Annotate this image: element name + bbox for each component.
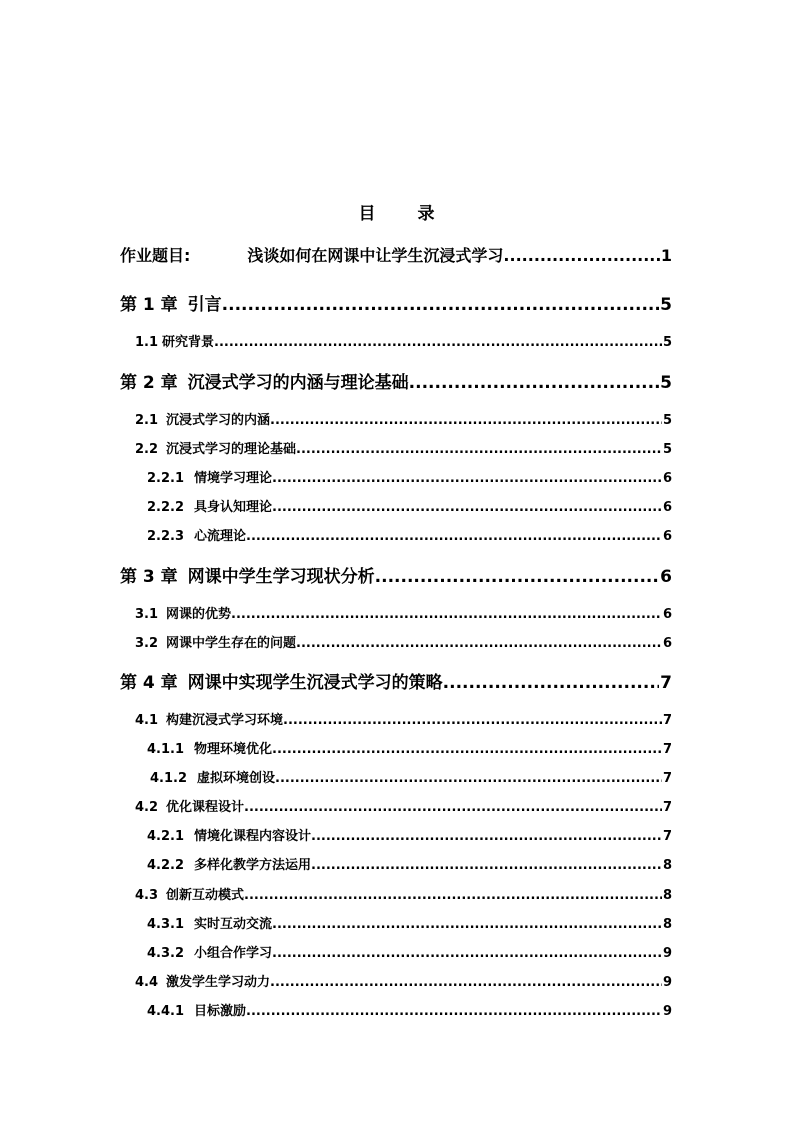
- toc-entry-subsection-2-2-2[interactable]: [147, 496, 672, 515]
- toc-entry-page: 9: [662, 1004, 672, 1019]
- toc-entry-number: 4.3: [135, 888, 159, 903]
- toc-entry-label: 小组合作学习: [194, 946, 273, 961]
- toc-entry-number: 4.3.2: [147, 946, 185, 961]
- toc-leader-dots: [503, 246, 659, 265]
- toc-entry-label: 沉浸式学习的理论基础: [166, 442, 297, 457]
- toc-leader-dots: [409, 373, 659, 393]
- toc-leader-dots: [443, 673, 659, 693]
- toc-entry-number: 1.1: [135, 335, 159, 350]
- toc-entry-section-3-1[interactable]: [135, 603, 672, 622]
- toc-entry-label: 多样化教学方法运用: [194, 858, 312, 873]
- toc-entry-page: 8: [662, 888, 672, 903]
- toc-entry-label: 网课中学生学习现状分析: [187, 567, 375, 587]
- toc-entry-page: 6: [662, 471, 672, 486]
- toc-entry-number: 作业题目:: [120, 246, 191, 265]
- toc-leader-dots: [311, 858, 662, 873]
- toc-entry-number: 2.2: [135, 442, 159, 457]
- toc-entry-subsection-4-3-2[interactable]: [147, 942, 672, 961]
- toc-leader-dots: [222, 295, 659, 315]
- toc-entry-page: 6: [662, 636, 672, 651]
- toc-entry-number: 第 3 章: [120, 567, 178, 587]
- toc-entry-subsection-4-1-1[interactable]: [147, 738, 672, 757]
- toc-leader-dots: [275, 771, 662, 786]
- toc-entry-number: 第 2 章: [120, 373, 178, 393]
- toc-entry-number: 2.2.3: [147, 529, 185, 544]
- toc-leader-dots: [246, 529, 662, 544]
- toc-entry-label: 沉浸式学习的内涵: [166, 413, 271, 428]
- toc-entry-number: 4.2.1: [147, 829, 185, 844]
- toc-entry-page: 7: [660, 673, 672, 693]
- toc-entry-page: 5: [660, 373, 672, 393]
- toc-entry-label: 沉浸式学习的内涵与理论基础: [187, 373, 409, 393]
- toc-entry-page: 5: [662, 335, 672, 350]
- toc-leader-dots: [272, 742, 662, 757]
- toc-leader-dots: [296, 636, 662, 651]
- toc-entry-section-3-2[interactable]: [135, 632, 672, 651]
- toc-entry-label: 网课的优势: [166, 607, 232, 622]
- toc-entry-subsection-4-1-2[interactable]: [150, 767, 672, 786]
- toc-entry-page: 6: [660, 567, 672, 587]
- toc-entry-label: 虚拟环境创设: [197, 771, 276, 786]
- toc-entry-label: 优化课程设计: [166, 800, 245, 815]
- toc-entry-number: 4.3.1: [147, 917, 185, 932]
- toc-entry-page: 5: [662, 442, 672, 457]
- toc-entry-label: 创新互动模式: [166, 888, 245, 903]
- toc-leader-dots: [311, 829, 662, 844]
- toc-leader-dots: [231, 607, 662, 622]
- toc-entry-chapter-4[interactable]: [120, 668, 672, 693]
- toc-entry-page: 8: [662, 858, 672, 873]
- toc-title: 目 录: [358, 204, 453, 224]
- toc-entry-number: 4.2: [135, 800, 159, 815]
- toc-entry-subsection-4-4-1[interactable]: [147, 1000, 672, 1019]
- toc-entry-assignment-title[interactable]: [120, 243, 672, 266]
- toc-entry-subsection-4-2-1[interactable]: [147, 825, 672, 844]
- toc-entry-page: 5: [662, 413, 672, 428]
- toc-leader-dots: [272, 946, 662, 961]
- toc-entry-label: 情境学习理论: [194, 471, 273, 486]
- toc-leader-dots: [272, 471, 662, 486]
- toc-entry-label: 激发学生学习动力: [166, 975, 271, 990]
- toc-entry-page: 7: [662, 742, 672, 757]
- toc-entry-section-2-2[interactable]: [135, 438, 672, 457]
- toc-entry-chapter-2[interactable]: [120, 368, 672, 393]
- toc-entry-label: 具身认知理论: [194, 500, 273, 515]
- toc-entry-page: 6: [662, 607, 672, 622]
- toc-entry-number: 4.1: [135, 713, 159, 728]
- toc-entry-label: 情境化课程内容设计: [194, 829, 312, 844]
- toc-entry-page: 1: [660, 246, 672, 265]
- toc-leader-dots: [246, 1004, 662, 1019]
- toc-entry-label: 网课中学生存在的问题: [166, 636, 297, 651]
- toc-entry-subsection-4-2-2[interactable]: [147, 854, 672, 873]
- toc-entry-label: 构建沉浸式学习环境: [166, 713, 284, 728]
- toc-entry-number: 4.2.2: [147, 858, 185, 873]
- toc-entry-page: 7: [662, 829, 672, 844]
- toc-entry-number: 2.1: [135, 413, 159, 428]
- toc-entry-label: 心流理论: [194, 529, 247, 544]
- toc-entry-section-2-1[interactable]: [135, 409, 672, 428]
- toc-entry-number: 2.2.2: [147, 500, 185, 515]
- toc-entry-page: 6: [662, 500, 672, 515]
- toc-entry-page: 7: [662, 713, 672, 728]
- toc-entry-subsection-2-2-1[interactable]: [147, 467, 672, 486]
- toc-entry-number: 4.4: [135, 975, 159, 990]
- toc-entry-label: 浅谈如何在网课中让学生沉浸式学习: [247, 246, 504, 265]
- toc-entry-page: 5: [660, 295, 672, 315]
- toc-leader-dots: [244, 888, 662, 903]
- toc-entry-number: 2.2.1: [147, 471, 185, 486]
- toc-entry-label: 引言: [187, 295, 222, 315]
- toc-entry-page: 7: [662, 771, 672, 786]
- toc-entry-number: 3.2: [135, 636, 159, 651]
- toc-entry-section-4-2[interactable]: [135, 796, 672, 815]
- toc-entry-page: 6: [662, 529, 672, 544]
- toc-leader-dots: [283, 713, 662, 728]
- toc-entry-page: 7: [662, 800, 672, 815]
- toc-entry-label: 物理环境优化: [194, 742, 273, 757]
- toc-entry-section-1-1[interactable]: [135, 331, 672, 350]
- toc-leader-dots: [272, 917, 662, 932]
- toc-entry-subsection-2-2-3[interactable]: [147, 525, 672, 544]
- toc-entry-number: 4.1.2: [150, 771, 188, 786]
- toc-entry-number: 4.4.1: [147, 1004, 185, 1019]
- toc-entry-subsection-4-3-1[interactable]: [147, 913, 672, 932]
- toc-entry-number: 第 1 章: [120, 295, 178, 315]
- toc-leader-dots: [296, 442, 662, 457]
- toc-entry-chapter-1[interactable]: [120, 290, 672, 315]
- toc-entry-chapter-3[interactable]: [120, 562, 672, 587]
- toc-leader-dots: [270, 413, 662, 428]
- toc-entry-page: 9: [662, 975, 672, 990]
- toc-leader-dots: [244, 800, 662, 815]
- toc-entry-section-4-3[interactable]: [135, 884, 672, 903]
- toc-entry-section-4-4[interactable]: [135, 971, 672, 990]
- toc-entry-label: 实时互动交流: [194, 917, 273, 932]
- toc-entry-section-4-1[interactable]: [135, 709, 672, 728]
- toc-entry-page: 8: [662, 917, 672, 932]
- toc-leader-dots: [272, 500, 662, 515]
- toc-leader-dots: [270, 975, 662, 990]
- toc-entry-label: 网课中实现学生沉浸式学习的策略: [187, 673, 443, 693]
- toc-leader-dots: [375, 567, 659, 587]
- toc-entry-number: 3.1: [135, 607, 159, 622]
- toc-entry-label: 目标激励: [194, 1004, 247, 1019]
- toc-entry-number: 第 4 章: [120, 673, 178, 693]
- toc-entry-label: 研究背景: [162, 335, 215, 350]
- toc-leader-dots: [214, 335, 662, 350]
- toc-entry-number: 4.1.1: [147, 742, 185, 757]
- toc-entry-page: 9: [662, 946, 672, 961]
